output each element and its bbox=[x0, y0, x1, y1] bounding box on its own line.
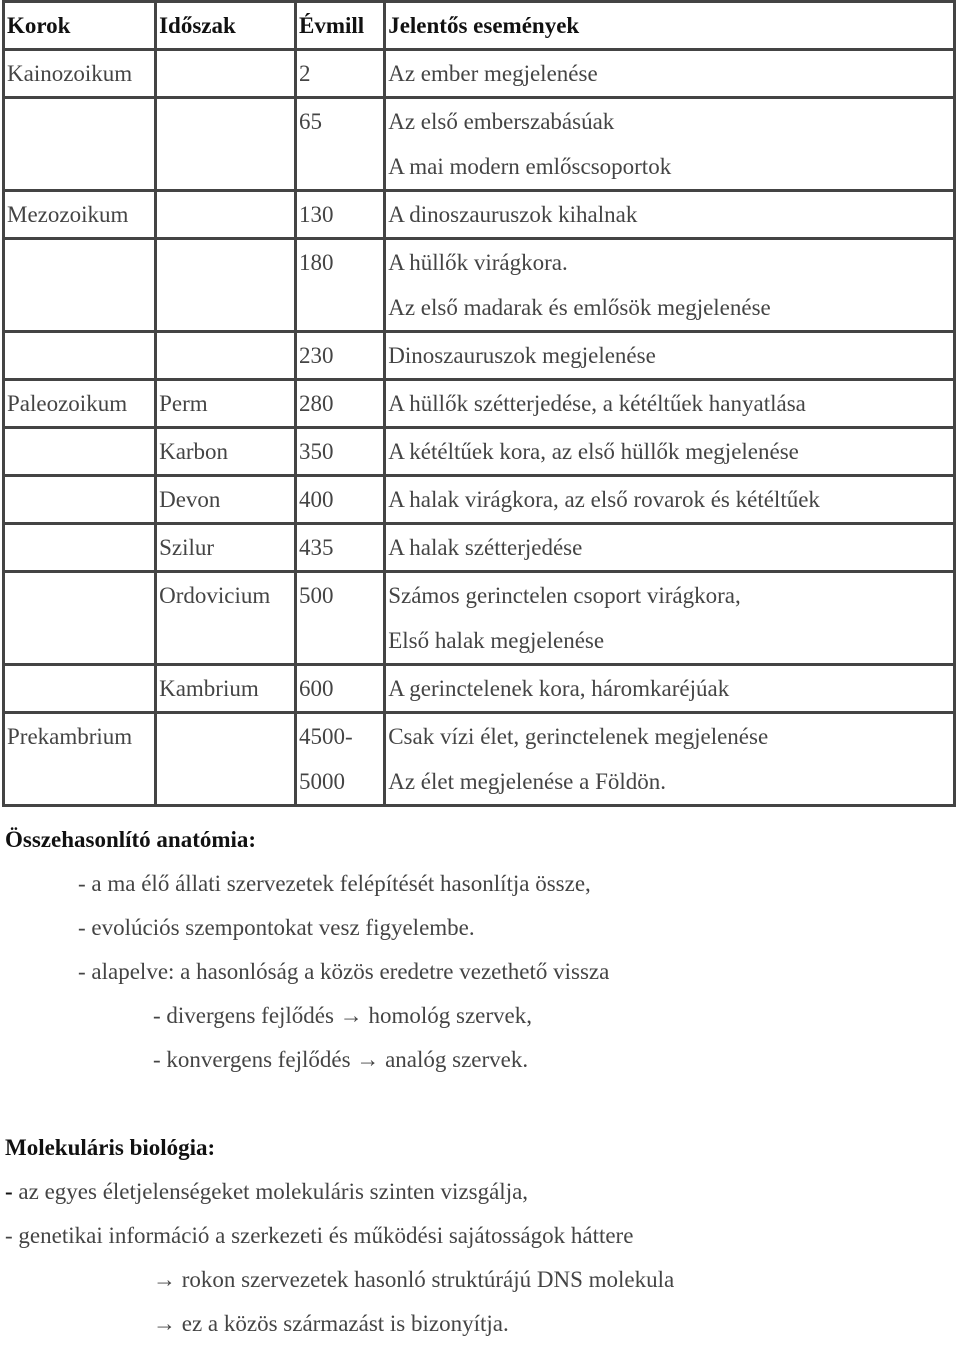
era-cell bbox=[4, 713, 156, 806]
table-row bbox=[4, 239, 955, 332]
events-cell-line: Az első madarak és emlősök megjelenése bbox=[388, 295, 771, 320]
table-row bbox=[4, 665, 955, 713]
events-cell-line: Az ember megjelenése bbox=[388, 61, 598, 86]
mya-cell-line: 180 bbox=[298, 250, 334, 275]
table-row bbox=[4, 98, 955, 191]
mya-cell bbox=[295, 476, 384, 524]
mya-cell bbox=[295, 524, 384, 572]
anatomy-subline: - konvergens fejlődés → analóg szervek. bbox=[153, 1047, 529, 1072]
table-row bbox=[4, 380, 955, 428]
period-cell bbox=[156, 239, 296, 332]
period-cell bbox=[156, 98, 296, 191]
era-cell-line: Paleozoikum bbox=[7, 391, 128, 416]
anatomy-subline: - divergens fejlődés → homológ szervek, bbox=[153, 1003, 532, 1028]
table-row bbox=[4, 191, 955, 239]
mya-cell bbox=[295, 332, 384, 380]
mya-cell bbox=[295, 572, 384, 665]
events-cell-line: A hüllők virágkora. bbox=[388, 250, 568, 275]
period-cell bbox=[156, 380, 296, 428]
anatomy-line: - a ma élő állati szervezetek felépítését hasonlítja össze, bbox=[78, 871, 591, 896]
era-cell bbox=[4, 191, 156, 239]
era-cell bbox=[4, 524, 156, 572]
mya-cell-line: 2 bbox=[298, 61, 311, 86]
geologic-time-table bbox=[2, 0, 956, 807]
period-cell bbox=[156, 332, 296, 380]
table-row bbox=[4, 572, 955, 665]
table-row bbox=[4, 524, 955, 572]
era-cell bbox=[4, 428, 156, 476]
mya-cell-line: 500 bbox=[298, 583, 334, 608]
mya-cell-line: 65 bbox=[298, 109, 322, 134]
molecular-line bbox=[5, 1170, 955, 1214]
period-cell-line: Ordovicium bbox=[159, 583, 271, 608]
period-cell bbox=[156, 428, 296, 476]
events-cell-line: Számos gerinctelen csoport virágkora, bbox=[388, 583, 741, 608]
mya-cell-line: 400 bbox=[298, 487, 334, 512]
table-row bbox=[4, 428, 955, 476]
table-body bbox=[4, 50, 955, 806]
events-cell bbox=[385, 191, 955, 239]
events-cell-line: Az első emberszabásúak bbox=[388, 109, 615, 134]
events-cell bbox=[385, 428, 955, 476]
period-cell bbox=[156, 713, 296, 806]
events-cell bbox=[385, 524, 955, 572]
events-cell-line: Csak vízi élet, gerinctelenek megjelenése bbox=[388, 724, 769, 749]
mya-cell-line: 5000 bbox=[298, 769, 345, 794]
period-cell-line: Szilur bbox=[159, 535, 215, 560]
era-cell bbox=[4, 332, 156, 380]
events-cell bbox=[385, 239, 955, 332]
molecular-biology-title: Molekuláris biológia: bbox=[5, 1135, 216, 1160]
mya-cell bbox=[295, 665, 384, 713]
anatomy-line: - evolúciós szempontokat vesz figyelembe. bbox=[78, 915, 475, 940]
era-cell-line: Mezozoikum bbox=[7, 202, 129, 227]
era-cell bbox=[4, 239, 156, 332]
header-eras: Korok bbox=[4, 2, 156, 50]
table-row bbox=[4, 332, 955, 380]
events-cell-line: Az élet megjelenése a Földön. bbox=[388, 769, 667, 794]
era-cell bbox=[4, 476, 156, 524]
period-cell bbox=[156, 476, 296, 524]
era-cell-line: Prekambrium bbox=[7, 724, 133, 749]
mya-cell-line: 130 bbox=[298, 202, 334, 227]
era-cell bbox=[4, 50, 156, 98]
mya-cell bbox=[295, 380, 384, 428]
events-cell-line: Dinoszauruszok megjelenése bbox=[388, 343, 656, 368]
header-periods: Időszak bbox=[156, 2, 296, 50]
events-cell bbox=[385, 572, 955, 665]
comparative-anatomy-title: Összehasonlító anatómia: bbox=[5, 827, 257, 852]
molecular-line: - genetikai információ a szerkezeti és működési sajátosságok háttere bbox=[5, 1223, 634, 1248]
table-row bbox=[4, 476, 955, 524]
table-row bbox=[4, 713, 955, 806]
events-cell bbox=[385, 713, 955, 806]
mya-cell bbox=[295, 191, 384, 239]
events-cell-line: A dinoszauruszok kihalnak bbox=[388, 202, 638, 227]
events-cell-line: A halak szétterjedése bbox=[388, 535, 583, 560]
anatomy-line: - alapelve: a hasonlóság a közös eredetre vezethető vissza bbox=[78, 959, 610, 984]
mya-cell-line: 435 bbox=[298, 535, 334, 560]
molecular-arrow-line: → rokon szervezetek hasonló struktúrájú DNS molekula bbox=[153, 1267, 675, 1292]
period-cell bbox=[156, 524, 296, 572]
period-cell bbox=[156, 191, 296, 239]
mya-cell-line: 280 bbox=[298, 391, 334, 416]
period-cell-line: Devon bbox=[159, 487, 221, 512]
molecular-line-text: az egyes életjelenségeket molekuláris szinten vizsgálja, bbox=[12, 1179, 529, 1204]
period-cell-line: Karbon bbox=[159, 439, 229, 464]
events-cell bbox=[385, 380, 955, 428]
mya-cell bbox=[295, 98, 384, 191]
events-cell bbox=[385, 665, 955, 713]
header-million-years: Évmill bbox=[295, 2, 384, 50]
events-cell-line: A gerinctelenek kora, háromkaréjúak bbox=[388, 676, 730, 701]
molecular-arrow-line: → ez a közös származást is bizonyítja. bbox=[153, 1311, 509, 1336]
table-row bbox=[4, 50, 955, 98]
mya-cell bbox=[295, 239, 384, 332]
period-cell bbox=[156, 50, 296, 98]
events-cell bbox=[385, 98, 955, 191]
mya-cell-line: 230 bbox=[298, 343, 334, 368]
era-cell bbox=[4, 572, 156, 665]
events-cell-line: A halak virágkora, az első rovarok és kétéltűek bbox=[388, 487, 820, 512]
era-cell bbox=[4, 380, 156, 428]
events-cell-line: Első halak megjelenése bbox=[388, 628, 605, 653]
molecular-biology-section bbox=[5, 1126, 955, 1346]
events-cell bbox=[385, 50, 955, 98]
events-cell bbox=[385, 476, 955, 524]
mya-cell-line: 600 bbox=[298, 676, 334, 701]
mya-cell bbox=[295, 428, 384, 476]
events-cell-line: A kétéltűek kora, az első hüllők megjelenése bbox=[388, 439, 799, 464]
period-cell-line: Perm bbox=[159, 391, 208, 416]
era-cell bbox=[4, 665, 156, 713]
mya-cell bbox=[295, 713, 384, 806]
period-cell bbox=[156, 572, 296, 665]
mya-cell bbox=[295, 50, 384, 98]
mya-cell-line: 4500- bbox=[298, 724, 353, 749]
events-cell-line: A hüllők szétterjedése, a kétéltűek hanyatlása bbox=[388, 391, 806, 416]
period-cell-line: Kambrium bbox=[159, 676, 259, 701]
header-events: Jelentős események bbox=[385, 2, 955, 50]
mya-cell-line: 350 bbox=[298, 439, 334, 464]
period-cell bbox=[156, 665, 296, 713]
era-cell bbox=[4, 98, 156, 191]
bullet-dash: - bbox=[5, 1179, 13, 1204]
events-cell-line: A mai modern emlőscsoportok bbox=[388, 154, 672, 179]
comparative-anatomy-section bbox=[5, 818, 955, 1082]
era-cell-line: Kainozoikum bbox=[7, 61, 133, 86]
table-header-row bbox=[4, 2, 955, 50]
events-cell bbox=[385, 332, 955, 380]
